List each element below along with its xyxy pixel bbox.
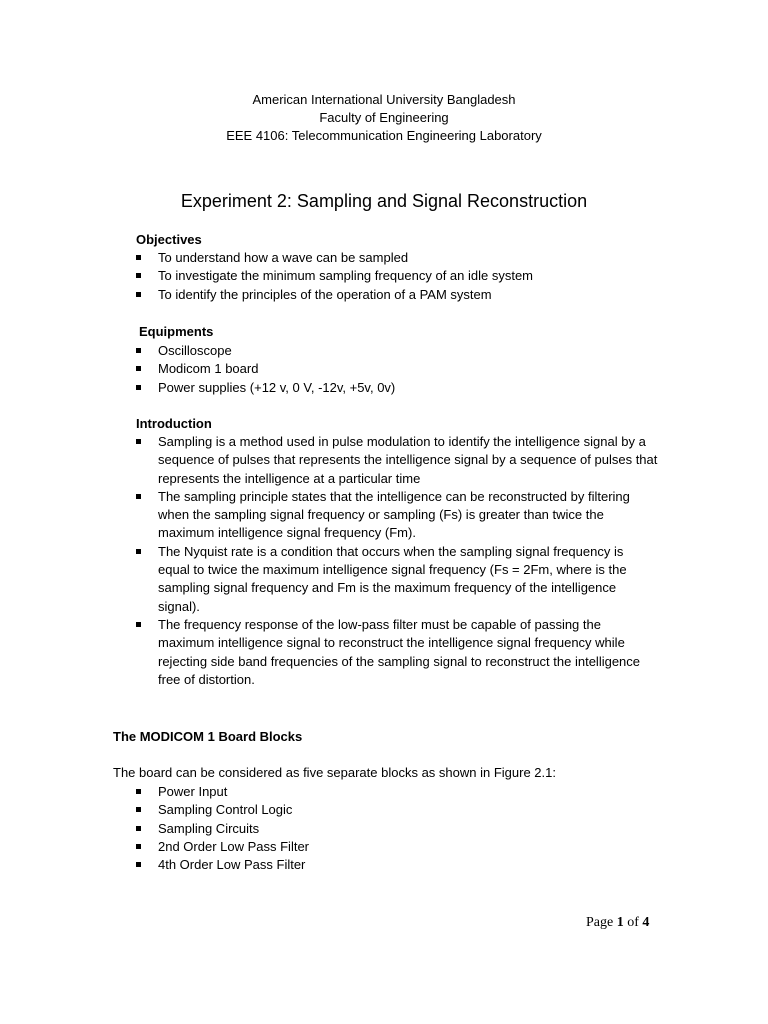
bullet-square-icon bbox=[136, 292, 141, 297]
board-blocks-list bbox=[136, 783, 656, 874]
equipments-heading: Equipments bbox=[139, 324, 214, 339]
board-blocks-heading: The MODICOM 1 Board Blocks bbox=[113, 729, 303, 744]
list-item: Sampling Control Logic bbox=[136, 801, 656, 819]
bullet-square-icon bbox=[136, 622, 141, 627]
bullet-square-icon bbox=[136, 385, 141, 390]
list-item: 4th Order Low Pass Filter bbox=[136, 856, 656, 874]
list-item: The sampling principle states that the intelligence can be reconstructed by filtering when the sampling signal frequency or sampling (Fs) is greater than twice the maximum intelligence signal frequency (Fm). bbox=[136, 488, 658, 543]
bullet-square-icon bbox=[136, 549, 141, 554]
bullet-square-icon bbox=[136, 844, 141, 849]
bullet-square-icon bbox=[136, 439, 141, 444]
list-item: 2nd Order Low Pass Filter bbox=[136, 838, 656, 856]
list-item: The Nyquist rate is a condition that occurs when the sampling signal frequency is equal to twice the maximum intelligence signal frequency (Fs = 2Fm, where is the sampling signal frequency and Fm is the maximum frequency of the intelligence signal). bbox=[136, 543, 658, 616]
objectives-list bbox=[136, 249, 656, 304]
page-number: Page 1 of 4 bbox=[586, 915, 650, 930]
list-item: Power Input bbox=[136, 783, 656, 801]
bullet-square-icon bbox=[136, 348, 141, 353]
objectives-heading: Objectives bbox=[136, 232, 202, 247]
list-item: Modicom 1 board bbox=[136, 360, 656, 378]
list-item: The frequency response of the low-pass filter must be capable of passing the maximum intelligence signal to reconstruct the intelligence signal frequency while rejecting side band frequencies of the sampling signal to reconstruct the intelligence free of distortion. bbox=[136, 616, 658, 689]
course-name: EEE 4106: Telecommunication Engineering Laboratory bbox=[226, 128, 542, 143]
list-item: To identify the principles of the operation of a PAM system bbox=[136, 286, 656, 304]
bullet-square-icon bbox=[136, 826, 141, 831]
experiment-title: Experiment 2: Sampling and Signal Reconstruction bbox=[180, 191, 588, 211]
list-item: Sampling is a method used in pulse modulation to identify the intelligence signal by a sequence of pulses that represents the intelligence signal by a sequence of pulses that represents the intelligence at a particular time bbox=[136, 433, 658, 488]
list-item: Power supplies (+12 v, 0 V, -12v, +5v, 0v) bbox=[136, 379, 656, 397]
bullet-square-icon bbox=[136, 807, 141, 812]
introduction-heading: Introduction bbox=[136, 416, 212, 431]
list-item: Oscilloscope bbox=[136, 342, 656, 360]
bullet-square-icon bbox=[136, 494, 141, 499]
bullet-square-icon bbox=[136, 366, 141, 371]
equipments-list bbox=[136, 342, 656, 397]
list-item: To investigate the minimum sampling frequency of an idle system bbox=[136, 267, 656, 285]
introduction-list bbox=[136, 433, 658, 689]
bullet-square-icon bbox=[136, 255, 141, 260]
faculty-name: Faculty of Engineering bbox=[319, 110, 449, 125]
bullet-square-icon bbox=[136, 862, 141, 867]
bullet-square-icon bbox=[136, 789, 141, 794]
board-blocks-intro: The board can be considered as five separate blocks as shown in Figure 2.1: bbox=[113, 765, 556, 780]
bullet-square-icon bbox=[136, 273, 141, 278]
list-item: Sampling Circuits bbox=[136, 820, 656, 838]
list-item: To understand how a wave can be sampled bbox=[136, 249, 656, 267]
university-name: American International University Bangladesh bbox=[252, 92, 516, 107]
